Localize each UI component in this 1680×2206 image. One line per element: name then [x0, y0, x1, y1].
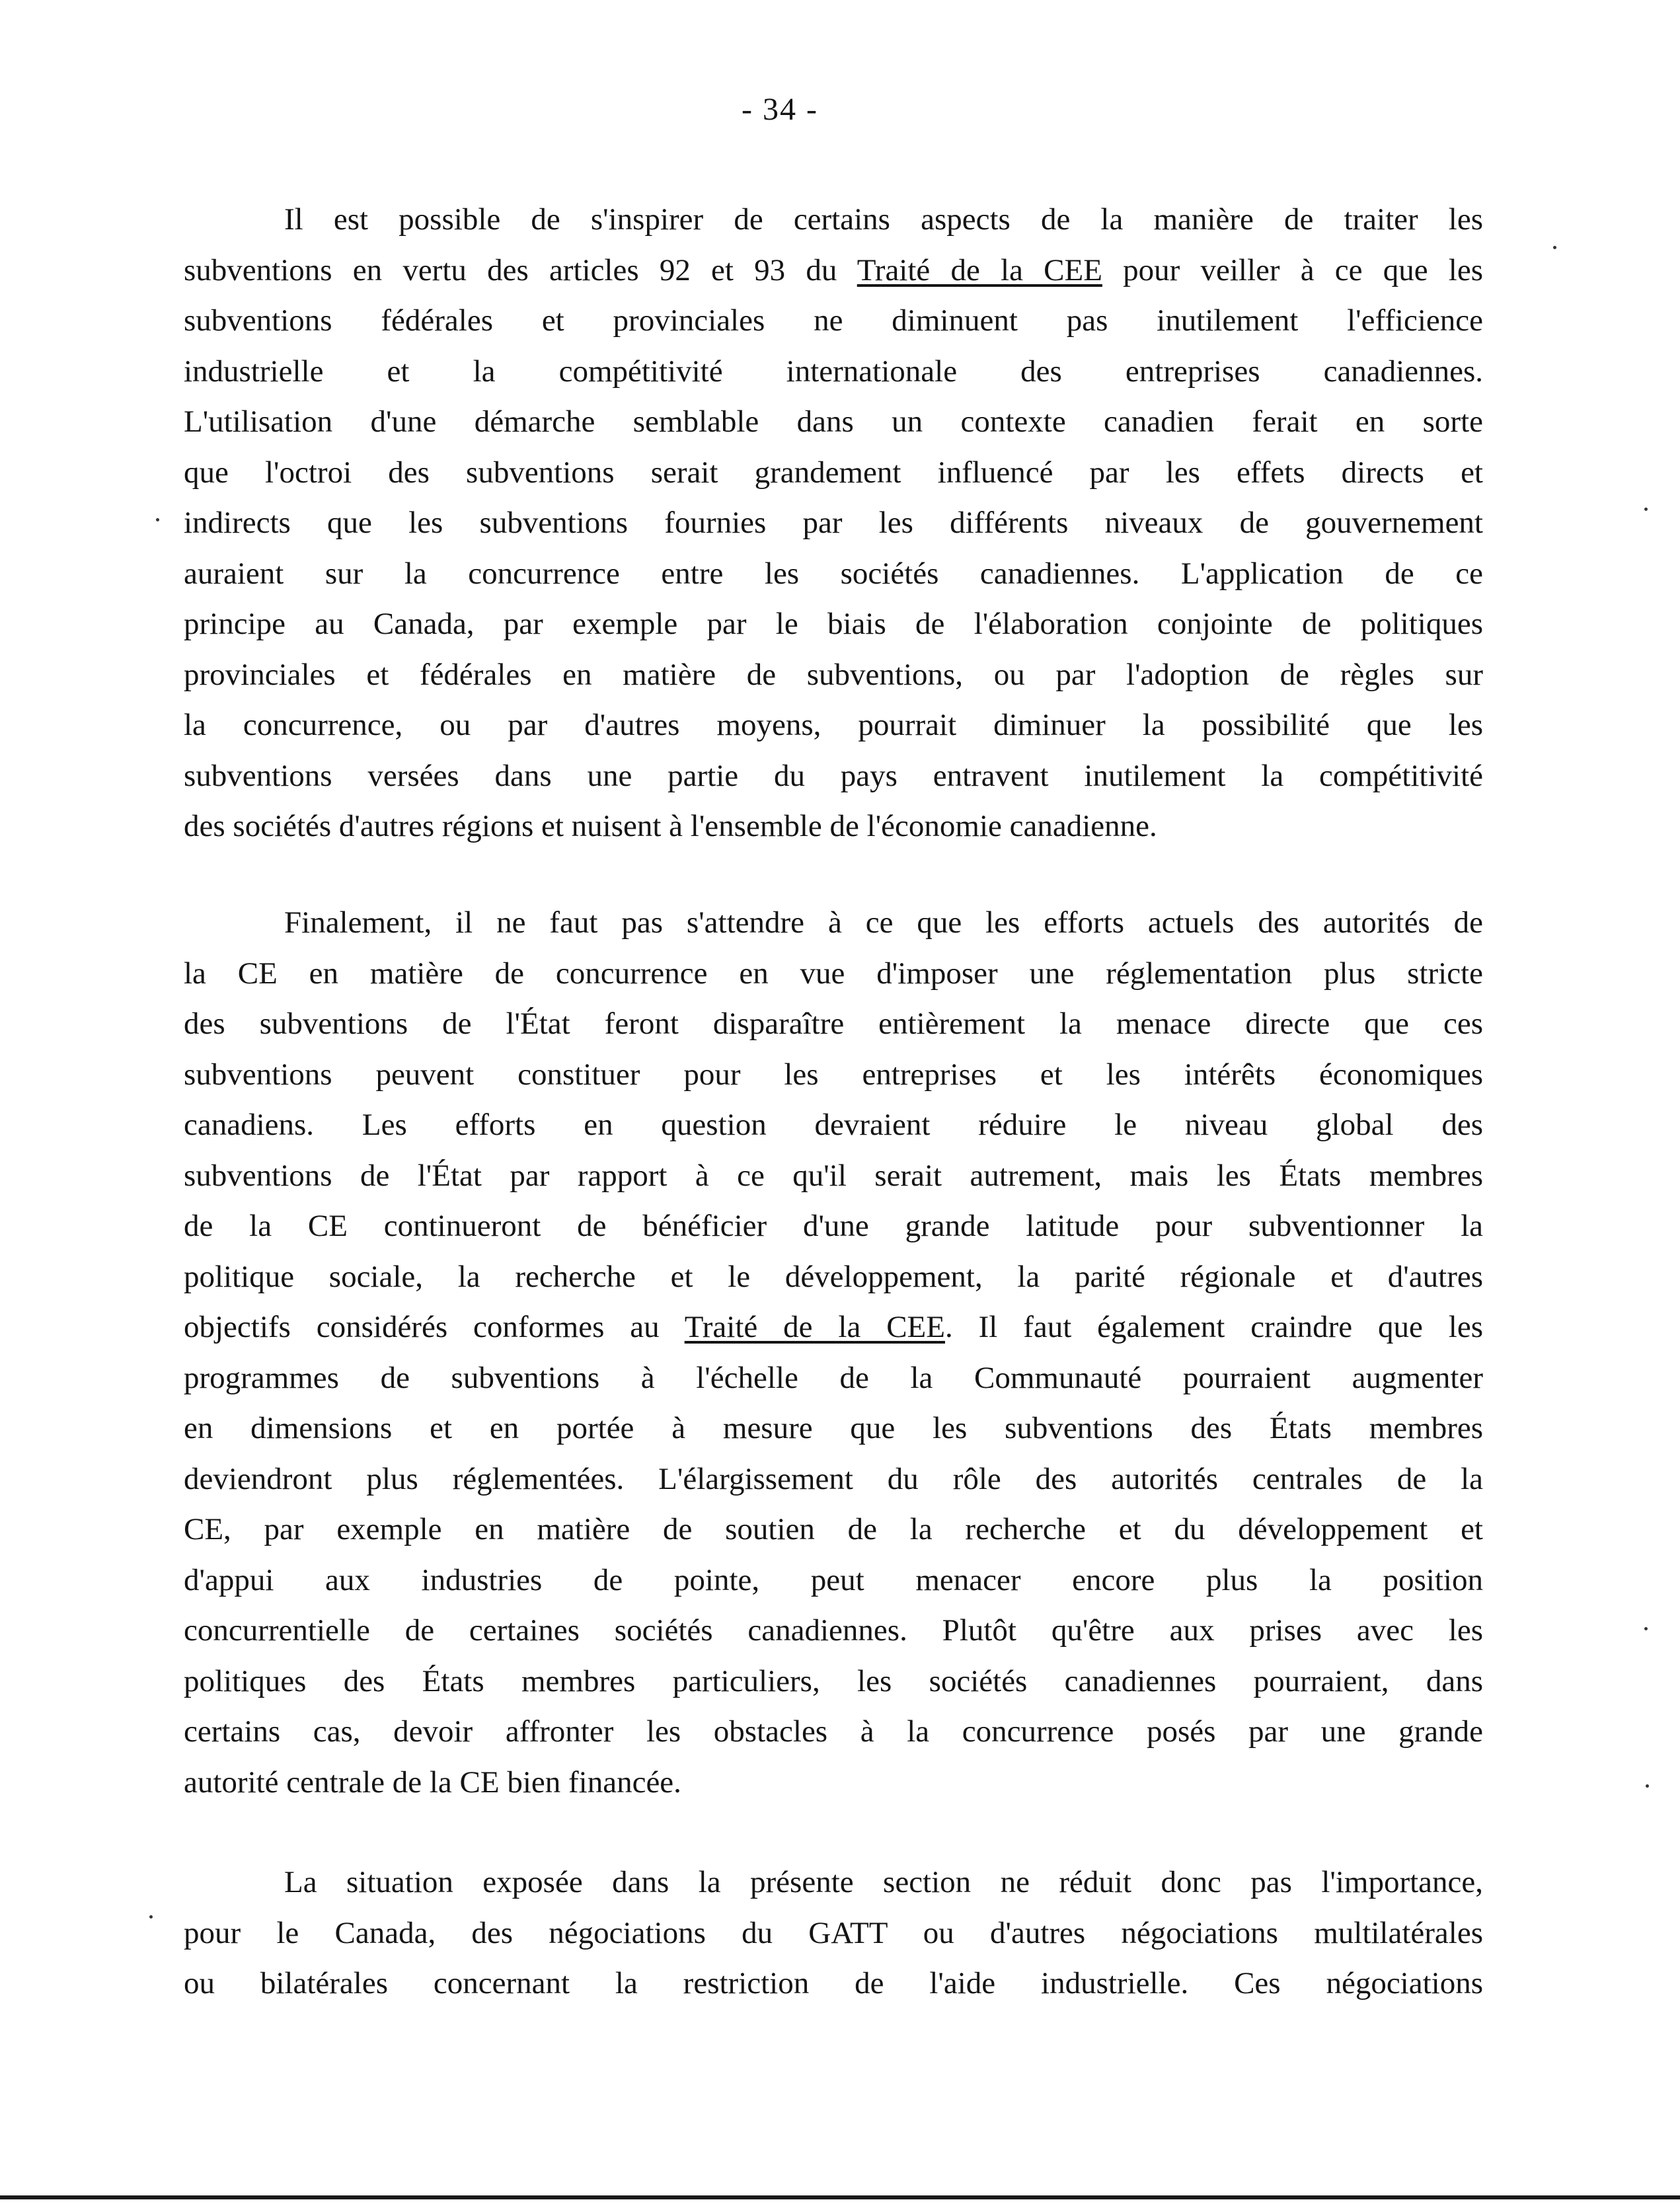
text-line — [184, 1706, 1483, 1757]
text-line — [184, 346, 1483, 397]
text-run: subventions de l'État par rapport à ce qu'il serait autrement, mais les États membres — [184, 1158, 1483, 1193]
text-run: objectifs considérés conformes au — [184, 1310, 685, 1344]
text-run: industrielle et la compétitivité internationale des entreprises canadiennes. — [184, 354, 1483, 389]
text-line — [184, 1100, 1483, 1151]
text-run: la concurrence, ou par d'autres moyens, pourrait diminuer la possibilité que les — [184, 708, 1483, 742]
text-run: subventions versées dans une partie du pays entravent inutilement la compétitivité — [184, 758, 1483, 793]
text-run: deviendront plus réglementées. L'élargissement du rôle des autorités centrales de la — [184, 1461, 1483, 1496]
text-line — [184, 1555, 1483, 1606]
text-run: politiques des États membres particuliers, les sociétés canadiennes pourraient, dans — [184, 1663, 1483, 1698]
scan-speck — [156, 518, 159, 521]
text-line — [184, 447, 1483, 498]
text-run: La situation exposée dans la présente section ne réduit donc pas l'importance, — [284, 1865, 1483, 1899]
text-run: ou bilatérales concernant la restriction de l'aide industrielle. Ces négociations — [184, 1966, 1483, 2000]
text-run: principe au Canada, par exemple par le biais de l'élaboration conjointe de politiques — [184, 607, 1483, 641]
text-run: CE, par exemple en matière de soutien de la recherche et du développement et — [184, 1512, 1483, 1546]
scan-speck — [149, 1915, 153, 1919]
text-run: en dimensions et en portée à mesure que les subventions des États membres — [184, 1411, 1483, 1445]
text-run: auraient sur la concurrence entre les sociétés canadiennes. L'application de ce — [184, 556, 1483, 591]
text-line — [184, 194, 1483, 245]
text-run: d'appui aux industries de pointe, peut menacer encore plus la position — [184, 1562, 1483, 1597]
text-run: Il est possible de s'inspirer de certains aspects de la manière de traiter les — [284, 202, 1483, 237]
text-line — [184, 1403, 1483, 1454]
scan-speck — [1644, 1627, 1648, 1630]
text-line — [184, 1151, 1483, 1201]
paragraph-ce-competition-efforts — [184, 897, 1483, 1807]
text-line — [184, 295, 1483, 346]
text-line — [184, 1504, 1483, 1555]
text-line — [184, 1757, 1483, 1808]
text-line — [184, 1605, 1483, 1656]
text-run: subventions fédérales et provinciales ne diminuent pas inutilement l'efficience — [184, 303, 1483, 338]
text-run: pour le Canada, des négociations du GATT ou d'autres négociations multilatérales — [184, 1915, 1483, 1950]
text-line — [184, 897, 1483, 948]
text-line — [184, 1656, 1483, 1707]
text-run: politique sociale, la recherche et le développement, la parité régionale et d'autres — [184, 1259, 1483, 1294]
text-run: canadiens. Les efforts en question devraient réduire le niveau global des — [184, 1108, 1483, 1142]
text-run: provinciales et fédérales en matière de subventions, ou par l'adoption de règles sur — [184, 657, 1483, 692]
text-line — [184, 1201, 1483, 1252]
text-run: autorité centrale de la CE bien financée. — [184, 1765, 681, 1800]
underlined-title: Traité de la CEE — [857, 252, 1102, 287]
text-run: concurrentielle de certaines sociétés canadiennes. Plutôt qu'être aux prises avec les — [184, 1613, 1483, 1648]
text-line — [184, 549, 1483, 599]
text-run: . Il faut également craindre que les — [944, 1310, 1483, 1344]
text-run: la CE en matière de concurrence en vue d'imposer une réglementation plus stricte — [184, 956, 1483, 991]
text-line — [184, 498, 1483, 549]
text-run: indirects que les subventions fournies par les différents niveaux de gouvernement — [184, 506, 1483, 540]
text-line — [184, 650, 1483, 701]
text-run: L'utilisation d'une démarche semblable dans un contexte canadien ferait en sorte — [184, 404, 1483, 439]
text-run: Finalement, il ne faut pas s'attendre à ce que les efforts actuels des autorités de — [284, 905, 1483, 940]
text-run: des subventions de l'État feront disparaître entièrement la menace directe que ces — [184, 1007, 1483, 1041]
text-line — [184, 1908, 1483, 1959]
text-run: que l'octroi des subventions serait grandement influencé par les effets directs et — [184, 455, 1483, 490]
paragraph-subsidies-cee-articles — [184, 194, 1483, 852]
text-line — [184, 245, 1483, 296]
paragraph-gatt-negotiations — [184, 1857, 1483, 2009]
text-line — [184, 1049, 1483, 1100]
text-line — [184, 599, 1483, 650]
scan-bottom-border — [0, 2195, 1680, 2199]
text-run: subventions en vertu des articles 92 et 93 du — [184, 252, 857, 287]
text-line — [184, 1454, 1483, 1505]
text-line — [184, 1958, 1483, 2009]
text-line — [184, 1857, 1483, 1908]
page-number: - 34 - — [742, 92, 818, 127]
text-run: certains cas, devoir affronter les obstacles à la concurrence posés par une grande — [184, 1714, 1483, 1749]
text-run: pour veiller à ce que les — [1102, 252, 1483, 287]
text-run: subventions peuvent constituer pour les entreprises et les intérêts économiques — [184, 1057, 1483, 1092]
scan-speck — [1553, 246, 1556, 249]
text-line — [184, 700, 1483, 751]
text-line — [184, 999, 1483, 1049]
text-run: programmes de subventions à l'échelle de la Communauté pourraient augmenter — [184, 1360, 1483, 1395]
text-run: de la CE continueront de bénéficier d'une grande latitude pour subventionner la — [184, 1209, 1483, 1243]
text-line — [184, 1353, 1483, 1404]
text-line — [184, 801, 1483, 852]
text-line — [184, 1302, 1483, 1353]
text-line — [184, 1252, 1483, 1303]
text-line — [184, 948, 1483, 999]
scan-speck — [1646, 1784, 1649, 1788]
text-line — [184, 397, 1483, 447]
scan-speck — [1644, 508, 1648, 511]
text-line — [184, 751, 1483, 802]
underlined-title: Traité de la CEE — [684, 1310, 945, 1344]
text-run: des sociétés d'autres régions et nuisent à l'ensemble de l'économie canadienne. — [184, 809, 1157, 843]
